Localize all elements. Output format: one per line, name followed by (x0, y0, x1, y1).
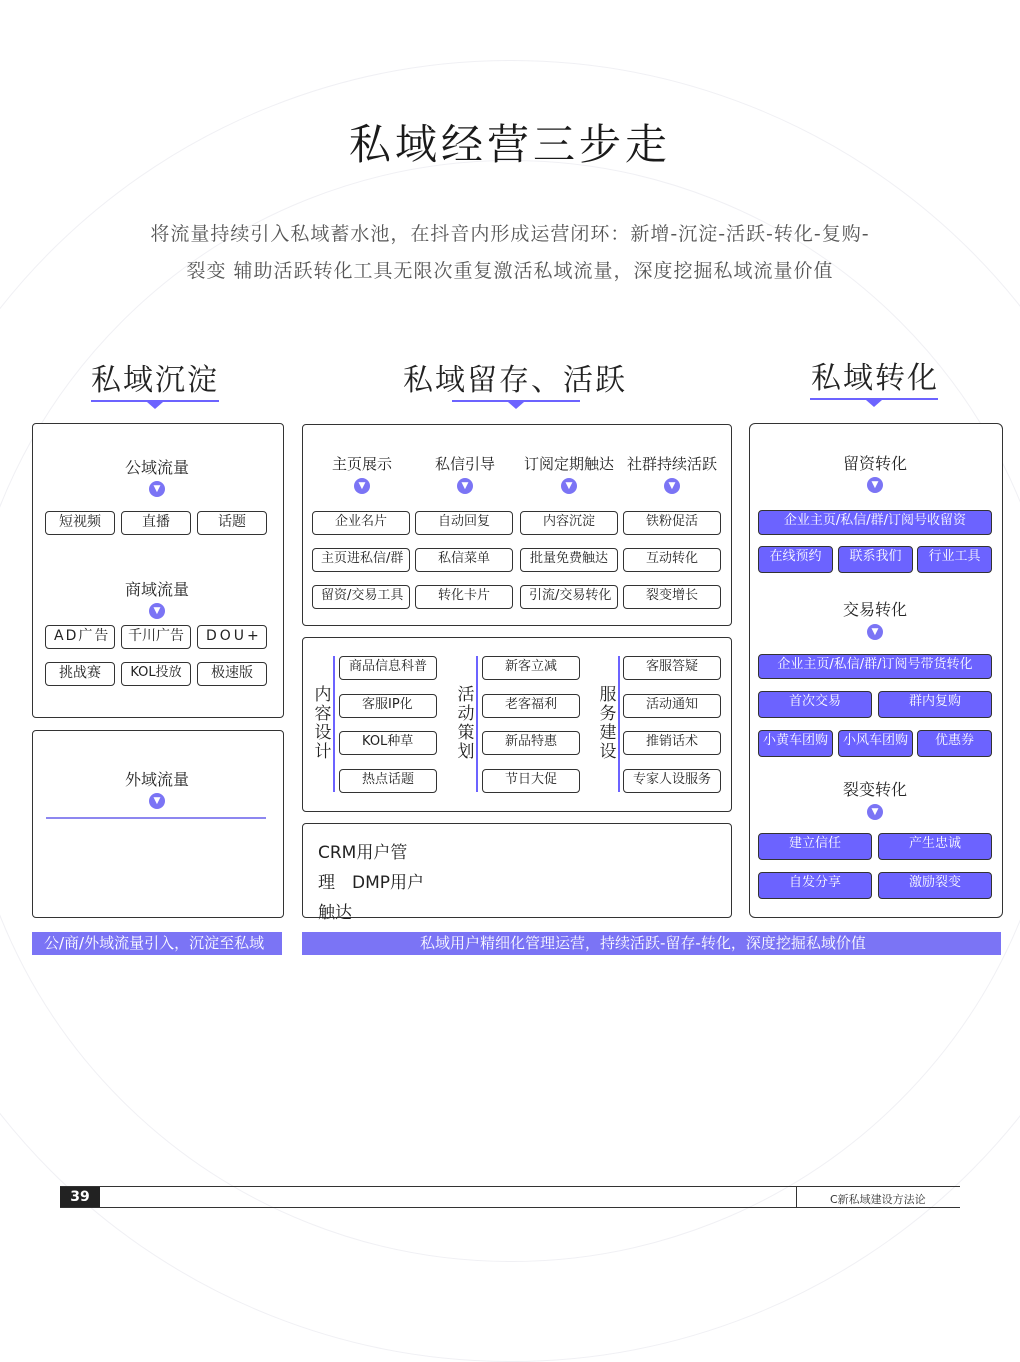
chevron-down-icon: ▼ (867, 477, 883, 493)
label-trade-conversion: 交易转化 (842, 600, 907, 619)
crm-line-3: 触达 (318, 903, 352, 923)
section-title-convert: 私域转化 (811, 361, 939, 396)
chip-lead-tools: 留资/交易工具 (312, 585, 410, 609)
chip-old-benefit: 老客福利 (482, 694, 580, 718)
page-title: 私域经营三步走 (348, 120, 671, 169)
panel-external (32, 730, 284, 918)
chevron-down-icon: ▼ (149, 603, 165, 619)
chip-short-video: 短视频 (45, 511, 115, 535)
chip-contact-us: 联系我们 (838, 546, 913, 573)
chevron-down-icon: ▼ (867, 804, 883, 820)
group-divider (333, 656, 335, 792)
chip-new-product: 新品特惠 (482, 731, 580, 755)
group-divider (618, 656, 620, 792)
summary-bar-left: 公/商/外域流量引入，沉淀至私域 (32, 932, 282, 955)
chip-qianchuan: 千川广告 (121, 625, 191, 649)
chip-online-booking: 在线预约 (758, 546, 833, 573)
header-dm-guide: 私信引导 (434, 455, 495, 473)
footer-line-top (60, 1186, 960, 1187)
chip-expert: 专家人设服务 (623, 769, 721, 793)
chevron-down-icon: ▼ (664, 478, 680, 494)
section-pointer-icon (508, 402, 524, 409)
label-fission-conversion: 裂变转化 (842, 780, 907, 799)
chip-cs-ip: 客服IP化 (339, 694, 437, 718)
chip-cs-qa: 客服答疑 (623, 656, 721, 680)
chip-sales-script: 推销话术 (623, 731, 721, 755)
chip-loyalty: 产生忠诚 (878, 833, 992, 860)
chip-dm-menu: 私信菜单 (415, 548, 513, 572)
chip-build-trust: 建立信任 (758, 833, 872, 860)
group-divider (476, 656, 478, 792)
section-title-sediment: 私域沉淀 (91, 363, 219, 398)
chip-self-share: 自发分享 (758, 872, 872, 899)
chip-hot-topic: 热点话题 (339, 769, 437, 793)
chip-enterprise-card: 企业名片 (312, 511, 410, 535)
chip-first-trade: 首次交易 (758, 691, 872, 718)
chip-fission-growth: 裂变增长 (623, 585, 721, 609)
chip-batch-touch: 批量免费触达 (520, 548, 618, 572)
chip-homepage-dm: 主页进私信/群 (312, 548, 410, 572)
footer-text: C新私域建设方法论 (830, 1193, 926, 1206)
chip-lead-main: 企业主页/私信/群/订阅号收留资 (758, 510, 992, 535)
chevron-down-icon: ▼ (149, 481, 165, 497)
chevron-down-icon: ▼ (457, 478, 473, 494)
section-pointer-icon (147, 402, 163, 409)
chip-yellow-cart: 小黄车团购 (758, 730, 833, 757)
header-homepage: 主页展示 (331, 455, 392, 473)
chip-incentive-fission: 激励裂变 (878, 872, 992, 899)
chip-challenge: 挑战赛 (45, 662, 115, 686)
chip-lite: 极速版 (197, 662, 267, 686)
chip-repurchase: 群内复购 (878, 691, 992, 718)
group-label-content: 内容设计 (314, 685, 332, 762)
chip-auto-reply: 自动回复 (415, 511, 513, 535)
chip-trade-main: 企业主页/私信/群/订阅号带货转化 (758, 654, 992, 679)
chevron-down-icon: ▼ (867, 624, 883, 640)
crm-line-2: 理 DMP用户 (318, 873, 425, 893)
chip-kol-seed: KOL种草 (339, 731, 437, 755)
chip-ad: AD广告 (45, 625, 115, 649)
section-title-retain: 私域留存、活跃 (403, 363, 627, 398)
chip-product-science: 商品信息科普 (339, 656, 437, 680)
label-lead-conversion: 留资转化 (842, 454, 907, 473)
group-label-campaign: 活动策划 (457, 685, 475, 762)
chip-coupon: 优惠券 (917, 730, 992, 757)
chip-convert-card: 转化卡片 (415, 585, 513, 609)
section-pointer-icon (866, 400, 882, 407)
chip-interaction: 互动转化 (623, 548, 721, 572)
external-divider (46, 817, 266, 819)
subtitle-line-1: 将流量持续引入私域蓄水池，在抖音内形成运营闭环：新增-沉淀-活跃-转化-复购- (150, 223, 870, 245)
chip-industry-tools: 行业工具 (917, 546, 992, 573)
chip-traffic-convert: 引流/交易转化 (520, 585, 618, 609)
chip-fan-activate: 铁粉促活 (623, 511, 721, 535)
chip-live: 直播 (121, 511, 191, 535)
subtitle-line-2: 裂变 辅助活跃转化工具无限次重复激活私域流量，深度挖掘私域流量价值 (186, 260, 834, 282)
header-community: 社群持续活跃 (626, 455, 717, 473)
chip-new-discount: 新客立减 (482, 656, 580, 680)
chevron-down-icon: ▼ (561, 478, 577, 494)
chip-windmill-cart: 小风车团购 (838, 730, 913, 757)
chevron-down-icon: ▼ (149, 793, 165, 809)
summary-bar-right: 私域用户精细化管理运营，持续活跃-留存-转化，深度挖掘私域价值 (302, 932, 1001, 955)
chevron-down-icon: ▼ (354, 478, 370, 494)
chip-festival: 节日大促 (482, 769, 580, 793)
crm-line-1: CRM用户管 (318, 843, 408, 863)
footer-divider (796, 1187, 797, 1207)
chip-dou: DOU+ (197, 625, 267, 649)
chip-event-notice: 活动通知 (623, 694, 721, 718)
chip-topic: 话题 (197, 511, 267, 535)
label-commercial-traffic: 商域流量 (124, 580, 189, 599)
label-public-traffic: 公域流量 (124, 458, 189, 477)
chip-content-deposit: 内容沉淀 (520, 511, 618, 535)
header-subscription: 订阅定期触达 (523, 455, 614, 473)
label-external-traffic: 外域流量 (124, 770, 189, 789)
footer-line-bottom (60, 1207, 960, 1208)
group-label-service: 服务建设 (599, 685, 617, 762)
page-number: 39 (60, 1187, 100, 1207)
chip-kol: KOL投放 (121, 662, 191, 686)
